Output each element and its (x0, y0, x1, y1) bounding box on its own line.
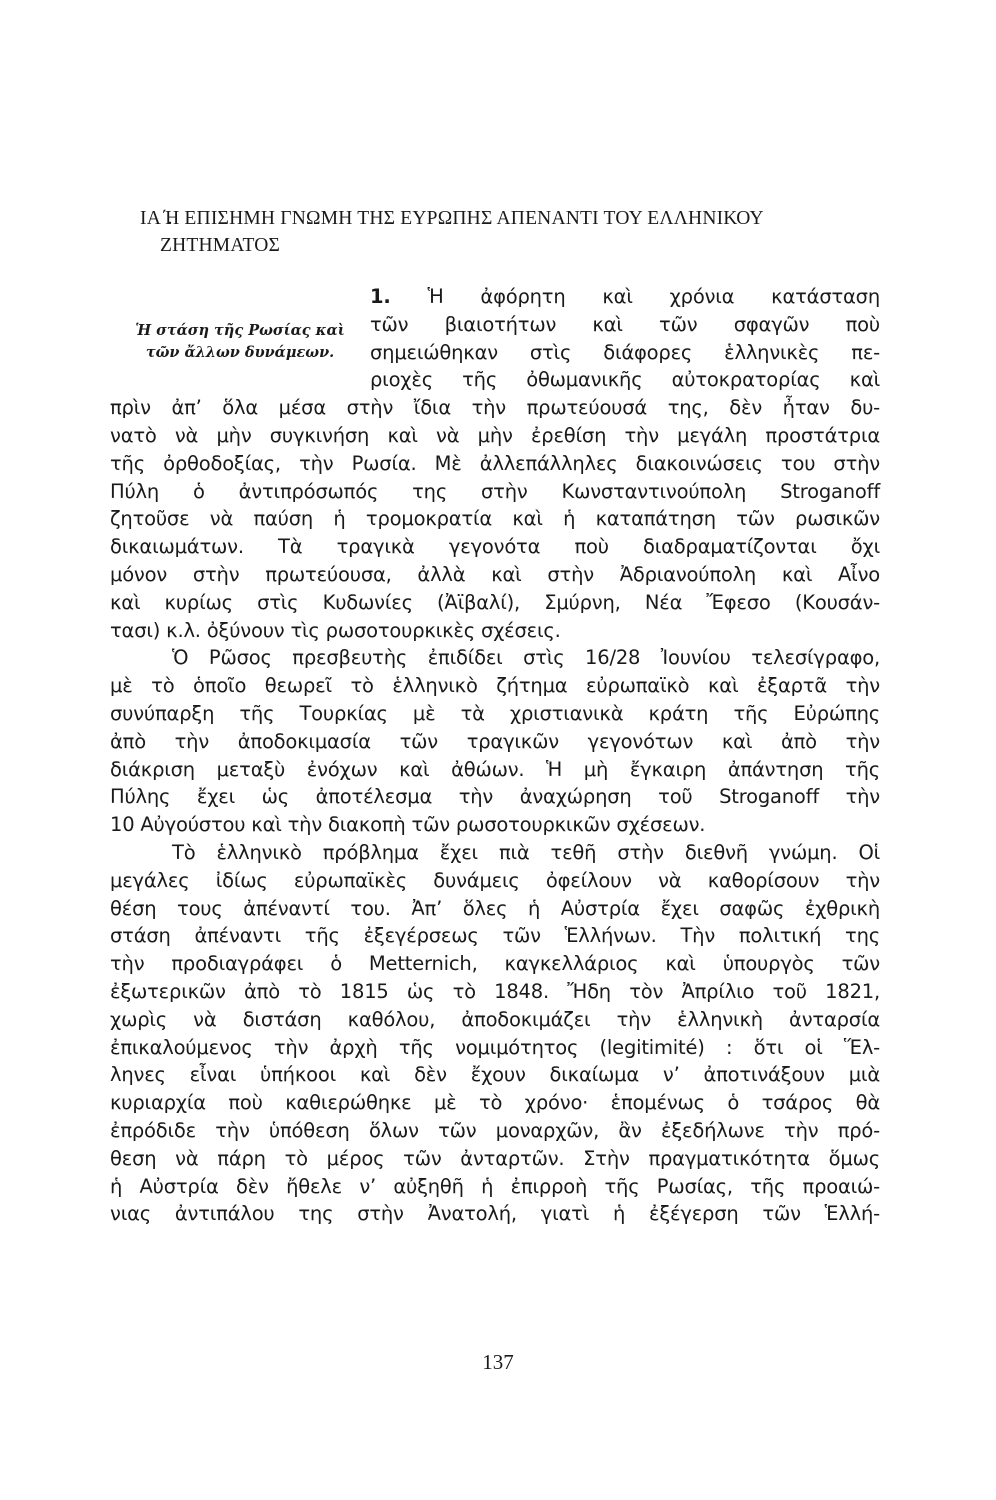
chapter-heading-line-1 (140, 205, 880, 232)
text-line: νιας ἀντιπάλου της στὴν Ἀνατολή, γιατὶ ἡ ἐξέγερση τῶν Ἑλλή- (110, 1202, 880, 1226)
text-line: ἀπὸ τὴν ἀποδοκιμασία τῶν τραγικῶν γεγονότων καὶ ἀπὸ τὴν (110, 729, 880, 753)
text-line: 10 Αὐγούστου καὶ τὴν διακοπὴ τῶν ρωσοτουρκικῶν σχέσεων. (110, 813, 706, 837)
text-line: νατὸ νὰ μὴν συγκινήση καὶ νὰ μὴν ἐρεθίση τὴν μεγάλη προστάτρια (110, 423, 880, 447)
text-line: Ὁ Ρῶσος πρεσβευτὴς ἐπιδίδει στὶς 16/28 Ἰουνίου τελεσίγραφο, (172, 646, 880, 670)
text-line: Πύλη ὁ ἀντιπρόσωπός της στὴν Κωνσταντινούπολη Stroganoff (110, 479, 880, 503)
text-line: θέση τους ἀπέναντί του. Ἀπ’ ὅλες ἡ Αὐστρία ἔχει σαφῶς ἐχθρικὴ (110, 896, 880, 920)
paragraph-number: 1. (370, 285, 391, 308)
text-line: χωρὶς νὰ διστάση καθόλου, ἀποδοκιμάζει τὴν ἑλληνικὴ ἀνταρσία (110, 1007, 880, 1031)
text-line: συνύπαρξη τῆς Τουρκίας μὲ τὰ χριστιανικὰ κράτη τῆς Εὐρώπης (110, 701, 880, 725)
chapter-title: Η ΕΠΙΣΗΜΗ ΓΝΩΜΗ ΤΗΣ ΕΥΡΩΠΗΣ ΑΠΕΝΑΝΤΙ ΤΟΥ ΕΛΛΗΝΙΚΟΥ (165, 208, 764, 229)
text-line: Τὸ ἑλληνικὸ πρόβλημα ἔχει πιὰ τεθῆ στὴν διεθνῆ γνώμη. Οἱ (172, 840, 880, 864)
chapter-heading (140, 205, 880, 259)
text-line: τῆς ὀρθοδοξίας, τὴν Ρωσία. Μὲ ἀλλεπάλληλες διακοινώσεις του στὴν (110, 451, 880, 475)
text-line: ληνες εἶναι ὑπήκοοι καὶ δὲν ἔχουν δικαίωμα ν’ ἀποτινάξουν μιὰ (110, 1063, 880, 1087)
text-line: ἐξωτερικῶν ἀπὸ τὸ 1815 ὡς τὸ 1848. Ἤδη τὸν Ἀπρίλιο τοῦ 1821, (110, 979, 880, 1003)
chapter-heading-line-2: ΖΗΤΗΜΑΤΟΣ (160, 235, 281, 256)
text-line: ζητοῦσε νὰ παύση ἡ τρομοκρατία καὶ ἡ καταπάτηση τῶν ρωσικῶν (110, 507, 880, 531)
text-line: μόνον στὴν πρωτεύουσα, ἀλλὰ καὶ στὴν Ἀδριανούπολη καὶ Αἶνο (110, 562, 880, 586)
text-line: πρὶν ἀπ’ ὅλα μέσα στὴν ἴδια τὴν πρωτεύουσά της, δὲν ἦταν δυ- (110, 396, 880, 420)
text-line: μεγάλες ἰδίως εὐρωπαϊκὲς δυνάμεις ὀφείλουν νὰ καθορίσουν τὴν (110, 868, 880, 892)
text-line: σημειώθηκαν στὶς διάφορες ἑλληνικὲς πε- (370, 340, 880, 364)
margin-note-line-1: Ἡ στάση τῆς Ρωσίας καὶ (135, 322, 345, 339)
chapter-number: ΙΑ΄. (140, 208, 173, 229)
margin-note-line-2: τῶν ἄλλων δυνάμεων. (145, 344, 335, 361)
text-line: ἡ Αὐστρία δὲν ἤθελε ν’ αὐξηθῆ ἡ ἐπιρροὴ τῆς Ρωσίας, τῆς προαιώ- (110, 1174, 880, 1198)
text-line: τασι) κ.λ. ὀξύνουν τὶς ρωσοτουρκικὲς σχέσεις. (110, 618, 561, 642)
text-line: ἐπικαλούμενος τὴν ἀρχὴ τῆς νομιμότητος (legitimité) : ὅτι οἱ Ἕλ- (110, 1035, 880, 1059)
text-line: τὴν προδιαγράφει ὁ Metternich, καγκελλάριος καὶ ὑπουργὸς τῶν (110, 952, 880, 976)
text-line: ριοχὲς τῆς ὀθωμανικῆς αὐτοκρατορίας καὶ (370, 368, 880, 392)
text-line: διάκριση μεταξὺ ἐνόχων καὶ ἀθώων. Ἡ μὴ ἔγκαιρη ἀπάντηση τῆς (110, 757, 880, 781)
text-line: θεση νὰ πάρη τὸ μέρος τῶν ἀνταρτῶν. Στὴν πραγματικότητα ὅμως (110, 1146, 880, 1170)
text-line (370, 283, 880, 311)
text-line: τῶν βιαιοτήτων καὶ τῶν σφαγῶν ποὺ (370, 312, 880, 336)
text-line: δικαιωμάτων. Τὰ τραγικὰ γεγονότα ποὺ διαδραματίζονται ὄχι (110, 535, 880, 559)
text-line: μὲ τὸ ὁποῖο θεωρεῖ τὸ ἑλληνικὸ ζήτημα εὐρωπαϊκὸ καὶ ἐξαρτᾶ τὴν (110, 674, 880, 698)
text-line: στάση ἀπέναντι τῆς ἐξεγέρσεως τῶν Ἑλλήνων. Τὴν πολιτική της (110, 924, 880, 948)
body-text (110, 283, 880, 1228)
text-line: κυριαρχία ποὺ καθιερώθηκε μὲ τὸ χρόνο· ἑπομένως ὁ τσάρος θὰ (110, 1091, 880, 1115)
text-line: καὶ κυρίως στὶς Κυδωνίες (Ἀϊβαλί), Σμύρνη, Νέα Ἔφεσο (Κουσάν- (110, 590, 880, 614)
text-line: ἐπρόδιδε τὴν ὑπόθεση ὅλων τῶν μοναρχῶν, ἂν ἐξεδήλωνε τὴν πρό- (110, 1118, 880, 1142)
text-line-content: Ἡ ἀφόρητη καὶ χρόνια κατάσταση (427, 285, 880, 308)
text-line: Πύλης ἔχει ὡς ἀποτέλεσμα τὴν ἀναχώρηση τοῦ Stroganoff τὴν (110, 785, 880, 809)
page-number: 137 (482, 1350, 514, 1374)
